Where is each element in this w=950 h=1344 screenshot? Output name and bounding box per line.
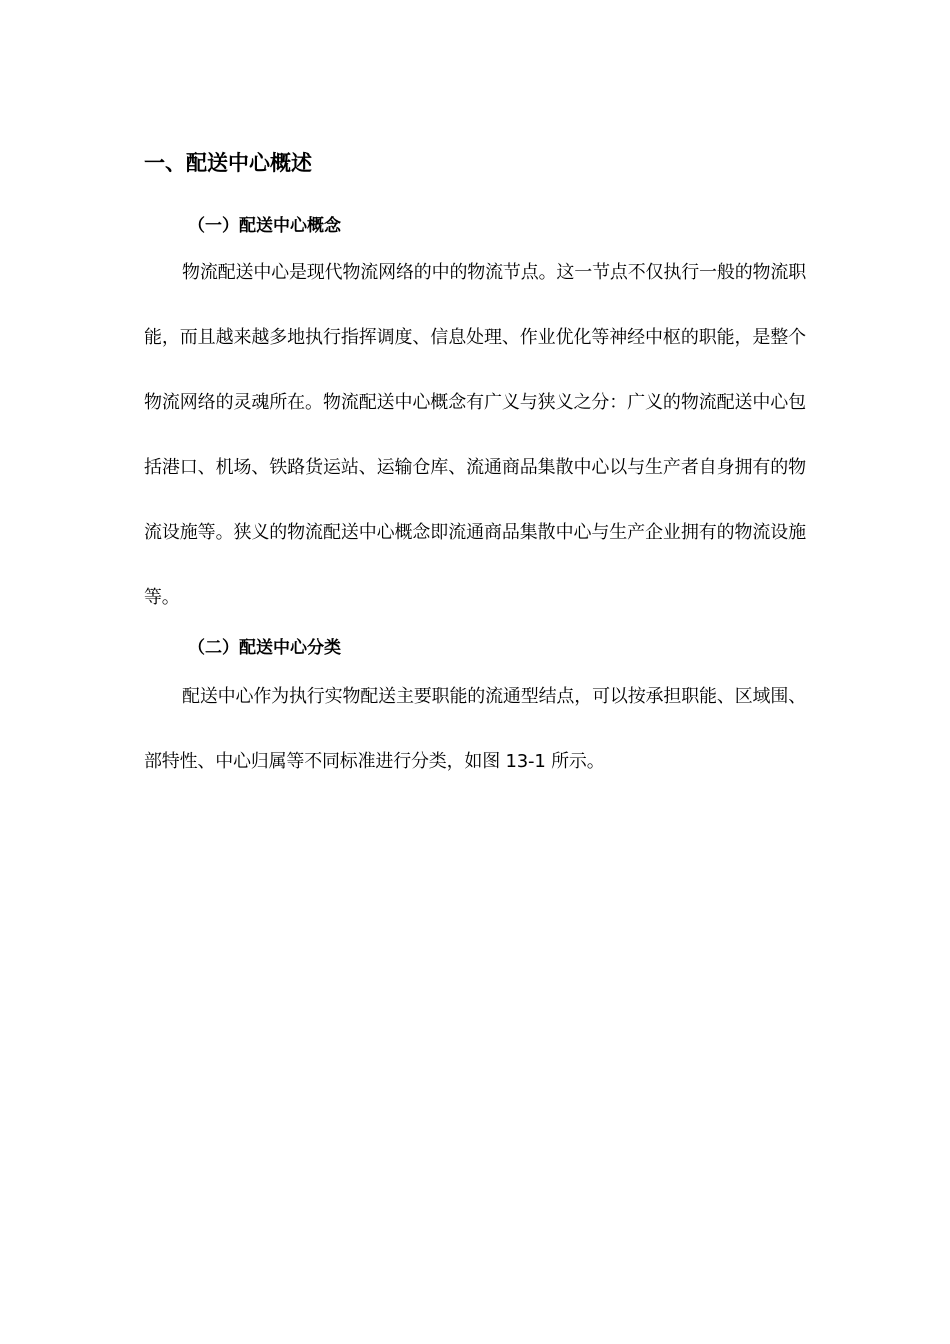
paragraph-concept: 物流配送中心是现代物流网络的中的物流节点。这一节点不仅执行一般的物流职能，而且越来越多地执行指挥调度、信息处理、作业优化等神经中枢的职能，是整个物流网络的灵魂所在。物流配送中心概念有广义与狭义之分：广义的物流配送中心包括港口、机场、铁路货运站、运输仓库、流通商品集散中心以与生产者自身拥有的物流设施等。狭义的物流配送中心概念即流通商品集散中心与生产企业拥有的物流设施等。 xyxy=(144,262,806,608)
document-content xyxy=(144,148,806,794)
main-heading: 一、配送中心概述 xyxy=(144,151,312,175)
section-heading-concept: （一）配送中心概念 xyxy=(188,216,341,236)
paragraph-classification: 配送中心作为执行实物配送主要职能的流通型结点，可以按承担职能、区域围、部特性、中心归属等不同标准进行分类，如图 13-1 所示。 xyxy=(144,686,806,772)
section-heading-classification: （二）配送中心分类 xyxy=(188,638,341,658)
